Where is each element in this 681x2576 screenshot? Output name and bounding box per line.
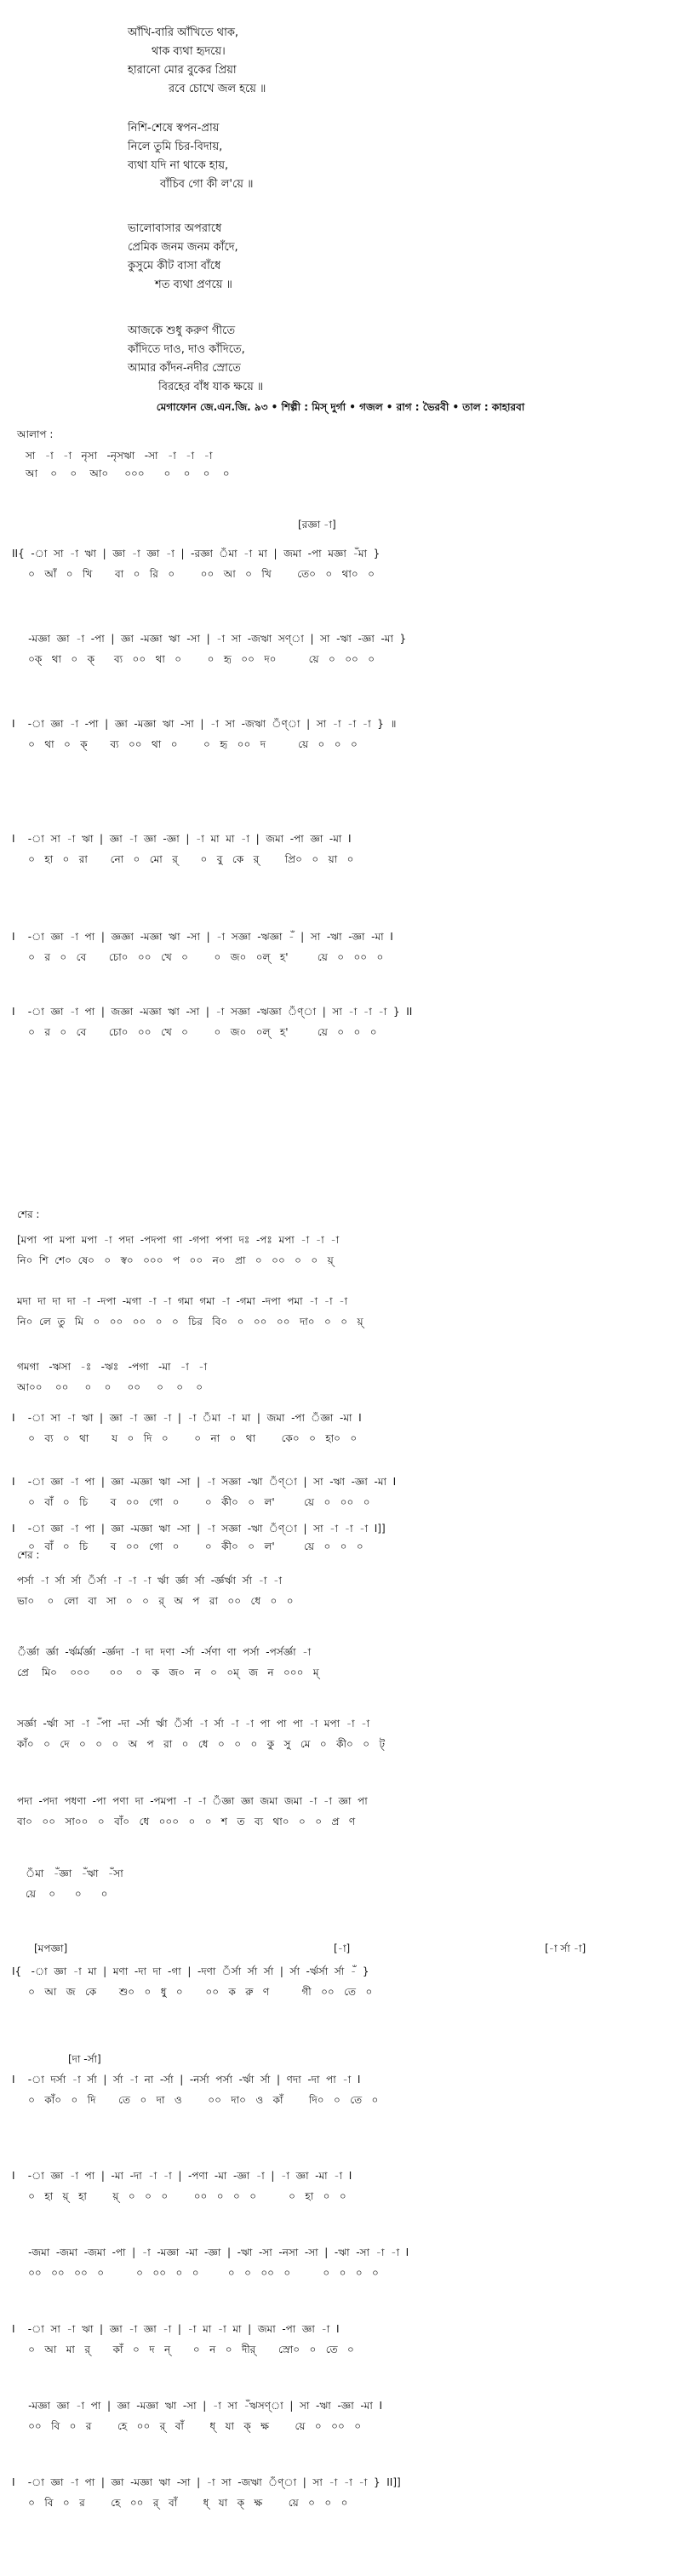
ornament-bracket: [-া] — [334, 1942, 351, 1954]
syllable-line — [0, 949, 681, 966]
section-label-alap: আলাপ : — [17, 428, 54, 440]
lyric-line: শত ব্যথা প্রণয়ে ॥ — [155, 278, 232, 291]
syllable-line — [0, 1494, 681, 1511]
syllable-line — [0, 1252, 681, 1269]
notation-line — [0, 2167, 681, 2184]
notation-text: মদা দা দা দা -া -দপা -মগা -া -া গমা গমা -া -গমা -দপা পমা -া -া -া — [17, 1295, 348, 1307]
notation-text: I -া দর্সা -া র্সা | র্সা -া না -র্সা | -নর্সা পর্সা -র্ঋা র্সা | ণদা -দা পা -া I — [12, 2074, 361, 2085]
syllable-line — [0, 1430, 681, 1447]
syllable-text: আ০০ ০০ ০ ০ ০০ ০ ০ ০ — [17, 1381, 203, 1393]
notation-text: I -া সা -া ঋা | জ্ঞা -া জ্ঞা -া | -া ঁমা -া মা | জমা -পা ঁজ্ঞা -মা I — [12, 1412, 362, 1424]
ornament-bracket: [-া র্সা -া] — [545, 1942, 587, 1954]
syllable-text: ০ ব্য ০ থা য ০ দি ০ ০ না ০ থা কে০ ০ হা০ ০ — [12, 1432, 358, 1444]
syllable-line — [0, 2494, 681, 2511]
notation-text: -মজ্ঞা জ্ঞা -া -পা | জ্ঞা -মজ্ঞা ঋা -সা | -া সা -জঋা সণ্‌া | সা -ঋা -জ্ঞা -মা } — [12, 633, 407, 645]
notation-text: I -া সা -া ঋা | জ্ঞা -া জ্ঞা -জ্ঞা | -া মা মা -া | জমা -পা জ্ঞা -মা I — [12, 833, 352, 845]
notation-text: I -া জ্ঞা -া পা | জ্ঞজ্ঞা -মজ্ঞা ঋা -সা | -া সজ্ঞা -ঋজ্ঞা -ঁ | সা -ঋা -জ্ঞা -মা I — [12, 931, 393, 943]
ornament-bracket: [দা -র্সা] — [68, 2053, 101, 2065]
syllable-line — [0, 1379, 681, 1396]
notation-line — [0, 1715, 681, 1732]
notation-text: I -া জ্ঞা -া -পা | জ্ঞা -মজ্ঞা ঋা -সা | -া সা -জঋা ঁণ্‌া | সা -া -া -া } ॥ — [12, 718, 397, 730]
syllable-line — [0, 1592, 681, 1609]
lyric-line: আজকে শুধু করুণ গীতে — [128, 324, 236, 337]
syllable-line — [0, 851, 681, 868]
syllable-line — [0, 1983, 681, 2000]
notation-line — [0, 1003, 681, 1020]
notation-text: গমগা -ঋসা -ঃ -ঋঃ -পগা -মা -া -া — [17, 1361, 208, 1373]
syllable-text: নি০ শি শে০ ষে০ ০ স্ব০ ০০০ প ০০ ন০ প্রা ০ ০০ ০ ০ য়্‌ — [17, 1254, 334, 1266]
notation-line — [0, 1963, 681, 1980]
notation-text: I -া জ্ঞা -া পা | জজ্ঞা -মজ্ঞা ঋা -সা | -া সজ্ঞা -ঋজ্ঞা ঁণ্‌া | সা -া -া -া } II — [12, 1006, 413, 1018]
syllable-line — [0, 1813, 681, 1830]
notation-line — [0, 1793, 681, 1810]
syllable-line — [0, 1736, 681, 1753]
notation-text: [মপা পা মপা মপা -া পদা -পদপা গা -গপা পপা দঃ -পঃ মপা -া -া -া — [17, 1234, 340, 1246]
syllable-text: কাঁ০ ০ দে ০ ০ ০ অ প রা ০ ধে ০ ০ ০ কু সু মে ০ কী০ ০ ট্‌ — [17, 1738, 385, 1750]
syllable-line — [0, 736, 681, 753]
syllable-text: ০ আ জ কে শু০ ০ ধু ০ ০০ ক রু ণ গী ০০ তে ০ — [12, 1986, 373, 1998]
syllable-text: ০ র ০ বে চো০ ০০ খে ০ ০ জ০ ০ল্‌ হ' য়ে ০ ০০ ০ — [12, 951, 384, 963]
notation-line — [0, 715, 681, 732]
syllable-text: ০ আঁ ০ খি বা ০ রি ০ ০০ আ ০ খি তে০ ০ থা০ ০ — [12, 568, 375, 580]
notation-text: ঁর্জ্ঞা র্জ্ঞা -র্ঋর্মর্জ্ঞা -র্জ্ঞদা -া দা দণা -র্সা -র্সণা ণা পর্সা -পর্সর্জ্ঞা -া — [17, 1646, 312, 1658]
syllable-text: ০ র ০ বে চো০ ০০ খে ০ ০ জ০ ০ল্‌ হ' য়ে ০ ০ ০ — [12, 1026, 377, 1038]
notation-text: I -া সা -া ঋা | জ্ঞা -া জ্ঞা -া | -া মা -া মা | জমা -পা জ্ঞা -া I — [12, 2323, 340, 2335]
notation-text: সর্জ্ঞা -র্ঋা সা -া -ঁপা -দা -র্সা র্ঋা ঁর্সা -া র্সা -া -া পা পা পা -া মপা -া -া — [17, 1718, 370, 1730]
lyric-line: বাঁচিব গো কী ল'য়ে ॥ — [160, 178, 254, 191]
syllable-text: ০ হা ০ রা নো ০ মো র্‌ ০ বু কে র্‌ প্রি০ ০ য়া ০ — [12, 853, 354, 865]
syllable-text: বা০ ০০ সা০০ ০ বাঁ০ ধে ০০০ ০ ০ শ ত ব্য থা০ ০ ০ প্র ণ — [17, 1816, 356, 1827]
notation-text: I -া জ্ঞা -া পা | জ্ঞা -মজ্ঞা ঋা -সা | -া সা -জঋা ঁণ্‌া | সা -া -া -া } II]] — [12, 2476, 401, 2488]
notation-line — [0, 1572, 681, 1589]
syllable-text: ০ আ মা র্‌ কাঁ ০ দ ন্‌ ০ ন ০ দীর্‌ স্রো০ ০ তে ০ — [12, 2344, 354, 2355]
notation-line — [0, 545, 681, 562]
notation-line — [0, 1409, 681, 1426]
section-label-sheyr: শের : — [17, 1549, 40, 1561]
syllable-line — [0, 565, 681, 582]
notation-line — [0, 1865, 681, 1882]
lyric-line: কুসুমে কীট বাসা বাঁধে — [128, 260, 221, 273]
notation-text: II{ -া সা -া ঋা | জ্ঞা -া জ্ঞা -া | -রজ্ঞা ঁমা -া মা | জমা -পা মজ্ঞা -ঁমা } — [12, 548, 381, 559]
syllable-text: ০ক্‌ থা ০ ক্‌ ব্য ০০ থা ০ ০ হৃ ০০ দ০ য়ে ০ ০০ ০ — [12, 653, 375, 665]
section-label-sheyr: শের : — [17, 1208, 40, 1220]
notation-text: I -া জ্ঞা -া পা | জ্ঞা -মজ্ঞা ঋা -সা | -া সজ্ঞা -ঋা ঁণ্‌া | সা -ঋা -জ্ঞা -মা I — [12, 1476, 397, 1488]
syllable-text: প্রে মি০ ০০০ ০০ ০ ক জ০ ন ০ ০ম্‌ জ ন ০০০ ম্‌ — [17, 1667, 319, 1678]
lyric-line: নিলে তুমি চির-বিদায়, — [128, 141, 223, 153]
syllable-line — [0, 1885, 681, 1902]
syllable-text: ০০ ০০ ০০ ০ ০ ০০ ০ ০ ০ ০ ০০ ০ ০ ০ ০ ০ — [12, 2267, 379, 2279]
syllable-line — [0, 2264, 681, 2281]
notation-line — [0, 1644, 681, 1661]
notation-line — [0, 2397, 681, 2414]
syllable-line — [0, 2418, 681, 2435]
notation-line — [0, 1520, 681, 1537]
notation-line — [0, 2244, 681, 2261]
syllable-line — [0, 1538, 681, 1555]
notation-text: পদা -পদা পধণা -পা পণা দা -পমপা -া -া ঁজ্ঞা জ্ঞা জমা জমা -া -া জ্ঞা পা — [17, 1795, 368, 1807]
notation-line — [0, 2071, 681, 2088]
notation-line — [0, 1358, 681, 1375]
lyric-line: বিরহের বাঁধ যাক ক্ষয়ে ॥ — [158, 381, 264, 393]
syllable-text: ০ কাঁ০ ০ দি তে ০ দা ও ০০ দা০ ও কাঁ দি০ ০ তে ০ — [12, 2094, 379, 2106]
notation-text: I{ -া জ্ঞা -া মা | মণা -দা দা -গা | -দণা ঁর্সা র্সা র্সা | র্সা -র্ঋর্সা র্সা -ঁ } — [12, 1965, 369, 1977]
syllable-line — [0, 1024, 681, 1041]
syllable-line — [0, 651, 681, 668]
lyric-line: হারানো মোর বুকের প্রিয়া — [128, 64, 237, 77]
lyric-line: কাঁদিতে দাও, দাও কাঁদিতে, — [128, 343, 245, 356]
lyric-line: ব্যথা যদি না থাকে হায়, — [128, 159, 229, 172]
notation-text: I -া জ্ঞা -া পা | জ্ঞা -মজ্ঞা ঋা -সা | -া সজ্ঞা -ঋা ঁণ্‌া | সা -া -া -া I]] — [12, 1523, 386, 1535]
syllable-text: ০ বাঁ ০ চি ব ০০ গো ০ ০ কী০ ০ ল' য়ে ০ ০ ০ — [12, 1540, 363, 1552]
syllable-line — [0, 2188, 681, 2205]
syllable-text: নি০ লে তু মি ০ ০০ ০০ ০ ০ চির বি০ ০ ০০ ০০ দা০ ০ ০ য়্‌ — [17, 1316, 363, 1328]
lyric-line: নিশি-শেষে স্বপন-প্রায় — [128, 122, 220, 135]
lyric-line: প্রেমিক জনম জনম কাঁদে, — [128, 241, 238, 254]
syllable-text: ভা০ ০ লো বা সা ০ ০ র্‌ অ প রা ০০ ধে ০ ০ — [17, 1595, 294, 1607]
lyric-line: রবে চোখে জল হয়ে ॥ — [169, 83, 266, 95]
notation-line — [0, 630, 681, 647]
ornament-bracket: [মপজ্ঞা] — [34, 1942, 68, 1954]
ornament-bracket: [রজ্ঞা -া] — [298, 519, 336, 531]
notation-line — [0, 928, 681, 945]
notation-text: -জমা -জমা -জমা -পা | -া -মজ্ঞা -মা -জ্ঞা | -ঋা -সা -নসা -সা | -ঋা -সা -া -া I — [12, 2246, 409, 2258]
notation-line — [0, 1231, 681, 1248]
lyric-line: থাক ব্যথা হৃদয়ে। — [152, 45, 226, 58]
notation-text: -মজ্ঞা জ্ঞা -া পা | জ্ঞা -মজ্ঞা ঋা -সা | -া সা -ঁঋসণ্‌া | সা -ঋা -জ্ঞা -মা I — [12, 2400, 382, 2412]
lyric-line: ভালোবাসার অপরাধে — [128, 222, 222, 235]
syllable-text: য়ে ০ ০ ০ — [26, 1888, 108, 1900]
lyric-line: আঁখি-বারি আঁখিতে থাক, — [128, 26, 239, 39]
notation-line — [0, 1473, 681, 1490]
lyric-line: আমার কাঁদন-নদীর স্রোতে — [128, 362, 241, 375]
notation-line — [0, 2474, 681, 2491]
syllable-line — [0, 2341, 681, 2358]
notation-line — [0, 447, 681, 464]
notation-text: ঁমা -ঁজ্ঞা -ঁঋা -ঁসা — [26, 1867, 123, 1879]
syllable-text: ০০ বি ০ র হে ০০ র্‌ বাঁ ধ্‌ যা ক্‌ ক্ষ য়ে ০ ০০ ০ — [12, 2420, 362, 2432]
notation-line — [0, 1293, 681, 1310]
notation-line — [0, 830, 681, 847]
syllable-line — [0, 1313, 681, 1330]
syllable-line — [0, 2091, 681, 2108]
syllable-text: ০ থা ০ ক্‌ ব্য ০০ থা ০ ০ হৃ ০০ দ য়ে ০ ০ ০ — [12, 738, 358, 750]
notation-text: I -া জ্ঞা -া পা | -মা -দা -া -া | -পণা -মা -জ্ঞা -া | -া জ্ঞা -মা -া I — [12, 2170, 352, 2182]
syllable-text: ০ বি ০ র হে ০০ র্‌ বাঁ ধ্‌ যা ক্‌ ক্ষ য়ে ০ ০ ০ — [12, 2497, 348, 2509]
notation-line — [0, 2321, 681, 2338]
syllable-line — [0, 465, 681, 482]
syllable-text: ০ বাঁ ০ চি ব ০০ গো ০ ০ কী০ ০ ল' য়ে ০ ০০ ০ — [12, 1496, 370, 1508]
syllable-text: আ ০ ০ আ০ ০০০ ০ ০ ০ ০ — [26, 468, 230, 479]
notation-text: পর্সা -া র্সা র্সা ঁর্সা -া -া -া র্ঋা র্জ্ঞা র্সা -র্জ্ঞর্ঋা র্সা -া -া — [17, 1575, 282, 1586]
syllable-text: ০ হা য়্‌ হা য়্‌ ০ ০ ০ ০০ ০ ০ ০ ০ হা ০ ০ — [12, 2190, 346, 2202]
notation-text: সা -া -া নৃসা -নৃসঋা -সা -া -া -া — [26, 450, 213, 462]
record-info: মেগাফোন জে.এন.জি. ৯৩ • শিল্পী : মিস্ দুর্গা • গজল • রাগ : ভৈরবী • তাল : কাহারবা — [156, 401, 525, 413]
syllable-line — [0, 1664, 681, 1681]
